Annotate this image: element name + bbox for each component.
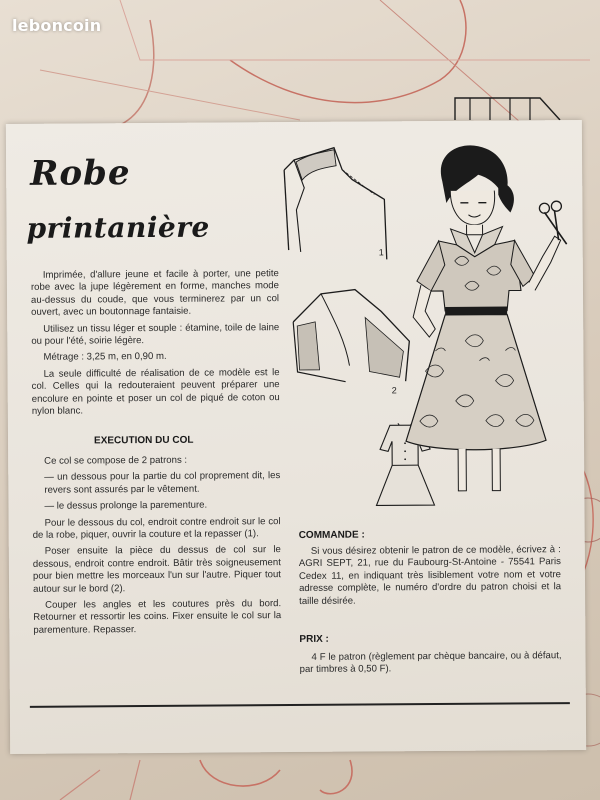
bottom-rule <box>30 702 570 707</box>
execution-paragraph: Couper les angles et les coutures près du bord. Retourner et ressortir les coins. Fixer ensuite le col sur la parementure. Repasser. <box>33 598 282 636</box>
execution-heading: EXECUTION DU COL <box>93 434 194 447</box>
commande-paragraph: Si vous désirez obtenir le patron de ce modèle, écrivez à : AGRI SEPT, 21, rue du Faubourg-St-Antoine - 75541 Paris Cedex 11, en indiquant très lisiblement votre nom et votre adresse complète, le numéro d'ordre du patron choisi et la taille désirée. <box>298 544 562 607</box>
intro-text <box>31 268 280 422</box>
pattern-sheet <box>6 120 586 754</box>
leboncoin-watermark: leboncoin <box>12 16 102 35</box>
prix-paragraph: 4 F le patron (règlement par chèque bancaire, ou à défaut, par timbres à 0,50 F). <box>299 650 562 676</box>
prix-heading: PRIX : <box>299 633 329 645</box>
title-line-1: Robe <box>30 153 131 194</box>
figure-label-2: 2 <box>391 385 397 396</box>
execution-paragraph: Poser ensuite la pièce du dessus de col sur le dessous, endroit contre endroit. Bâtir très soigneusement pour bien mettre les morceaux l'un sur l'autre. Piquer tout autour sur le bord (2). <box>32 544 282 595</box>
commande-text <box>299 544 561 612</box>
figure-label-1: 1 <box>378 247 384 258</box>
intro-paragraph: Utilisez un tissu léger et souple : étamine, toile de laine ou pour l'été, soirie légère. <box>31 321 280 347</box>
intro-paragraph: Métrage : 3,25 m, en 0,90 m. <box>43 351 167 364</box>
execution-paragraph: Pour le dessous du col, endroit contre endroit sur le col de la robe, piquer, ouvrir la couture et la repasser (1). <box>32 515 281 541</box>
execution-paragraph: — le dessus prolonge la parementure. <box>44 499 208 512</box>
commande-heading: COMMANDE : <box>298 529 365 541</box>
execution-paragraph: — un dessous pour la partie du col proprement dit, les revers sont assurés par le vêtement. <box>44 470 281 496</box>
prix-text <box>300 650 562 681</box>
execution-paragraph: Ce col se compose de 2 patrons : <box>44 454 188 467</box>
intro-paragraph: La seule difficulté de réalisation de ce modèle est le col. Celles qui la redouteraient peuvent préparer une encolure en pointe et poser un col de piqué de coton ou nylon blanc. <box>31 366 280 417</box>
collar-detail-figure-1 <box>274 139 405 264</box>
fashion-figure-illustration <box>391 140 575 511</box>
intro-paragraph: Imprimée, d'allure jeune et facile à porter, une petite robe avec la jupe légèrement en forme, manches mode au-dessus du coude, que vous terminerez par un col ouvert, avec un boutonnage fantaisie. <box>30 268 280 319</box>
title-line-2: printanière <box>26 210 210 245</box>
execution-text <box>32 454 281 641</box>
